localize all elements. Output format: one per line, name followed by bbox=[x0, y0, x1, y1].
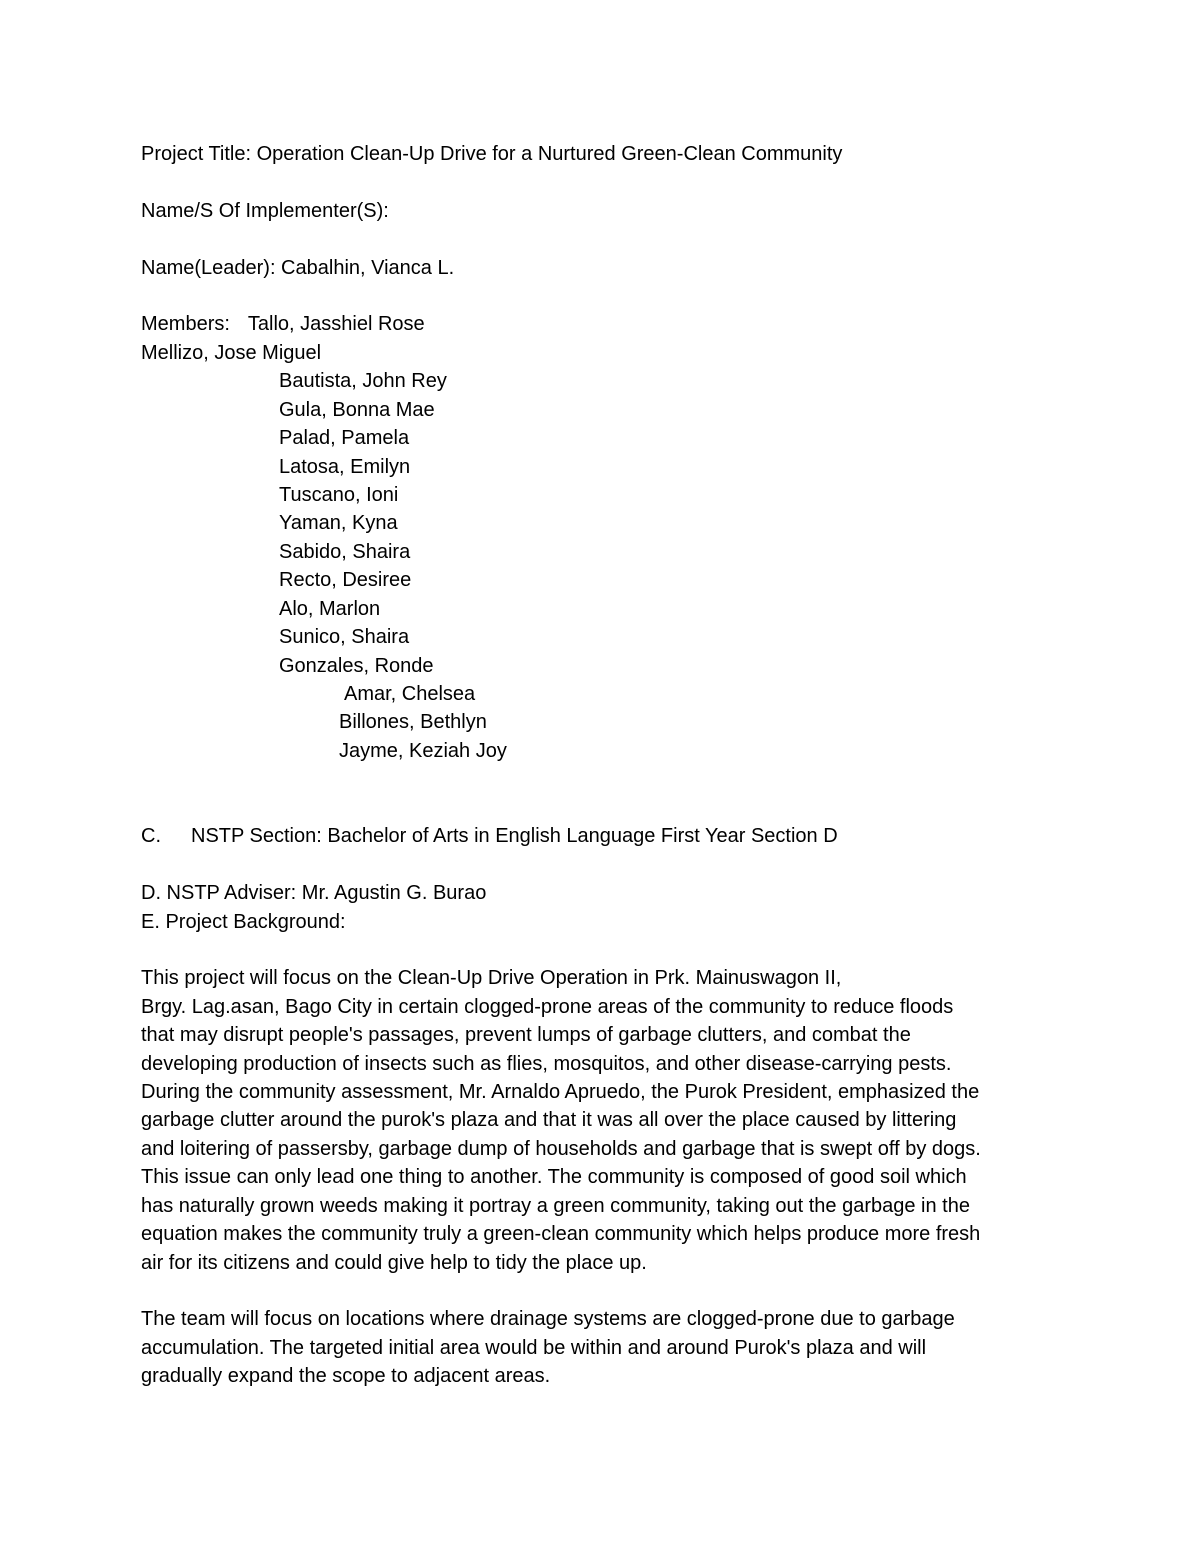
list-item: Latosa, Emilyn bbox=[279, 456, 411, 478]
first-member: Tallo, Jasshiel Rose bbox=[247, 313, 425, 335]
list-item: Jayme, Keziah Joy bbox=[339, 740, 507, 762]
members-line bbox=[141, 310, 425, 338]
list-item: Yaman, Kyna bbox=[279, 512, 398, 534]
adviser-line: D. NSTP Adviser: Mr. Agustin G. Burao bbox=[141, 882, 487, 904]
paragraph-line: accumulation. The targeted initial area would be within and around Purok's plaza and will bbox=[141, 1337, 927, 1359]
list-item: Recto, Desiree bbox=[279, 569, 412, 591]
paragraph-line: During the community assessment, Mr. Arnaldo Apruedo, the Purok President, emphasized the bbox=[141, 1081, 980, 1103]
project-title: Project Title: Operation Clean-Up Drive for a Nurtured Green-Clean Community bbox=[141, 143, 843, 165]
list-item: Gula, Bonna Mae bbox=[279, 399, 435, 421]
paragraph-line: Brgy. Lag.asan, Bago City in certain clogged-prone areas of the community to reduce floods bbox=[141, 996, 954, 1018]
list-item: Sabido, Shaira bbox=[279, 541, 411, 563]
paragraph-line: garbage clutter around the purok's plaza and that it was all over the place caused by littering bbox=[141, 1109, 957, 1131]
paragraph-line: that may disrupt people's passages, prevent lumps of garbage clutters, and combat the bbox=[141, 1024, 911, 1046]
paragraph-line: gradually expand the scope to adjacent areas. bbox=[141, 1365, 551, 1387]
paragraph-line: equation makes the community truly a green-clean community which helps produce more fresh bbox=[141, 1223, 981, 1245]
members-label: Members: bbox=[141, 313, 230, 335]
paragraph-line: This project will focus on the Clean-Up Drive Operation in Prk. Mainuswagon II, bbox=[141, 967, 842, 989]
paragraph-line: has naturally grown weeds making it portray a green community, taking out the garbage in the bbox=[141, 1195, 970, 1217]
section-line bbox=[141, 822, 838, 850]
paragraph-line: air for its citizens and could give help to tidy the place up. bbox=[141, 1252, 647, 1274]
paragraph-line: developing production of insects such as flies, mosquitos, and other disease-carrying pests. bbox=[141, 1053, 952, 1075]
paragraph-line: The team will focus on locations where drainage systems are clogged-prone due to garbage bbox=[141, 1308, 955, 1330]
list-item: Sunico, Shaira bbox=[279, 626, 410, 648]
section-marker: C. bbox=[141, 825, 161, 847]
list-item: Alo, Marlon bbox=[279, 598, 381, 620]
section-text: NSTP Section: Bachelor of Arts in English Language First Year Section D bbox=[191, 825, 838, 847]
paragraph-line: and loitering of passersby, garbage dump of households and garbage that is swept off by dogs. bbox=[141, 1138, 981, 1160]
list-item: Bautista, John Rey bbox=[279, 370, 447, 392]
list-item: Amar, Chelsea bbox=[344, 683, 476, 705]
background-label: E. Project Background: bbox=[141, 911, 346, 933]
list-item: Palad, Pamela bbox=[279, 427, 410, 449]
list-item: Billones, Bethlyn bbox=[339, 711, 487, 733]
paragraph-line: This issue can only lead one thing to another. The community is composed of good soil which bbox=[141, 1166, 967, 1188]
leader-line: Name(Leader): Cabalhin, Vianca L. bbox=[141, 257, 455, 279]
list-item: Gonzales, Ronde bbox=[279, 655, 434, 677]
second-member: Mellizo, Jose Miguel bbox=[141, 342, 322, 364]
list-item: Tuscano, Ioni bbox=[279, 484, 399, 506]
implementers-label: Name/S Of Implementer(S): bbox=[141, 200, 389, 222]
